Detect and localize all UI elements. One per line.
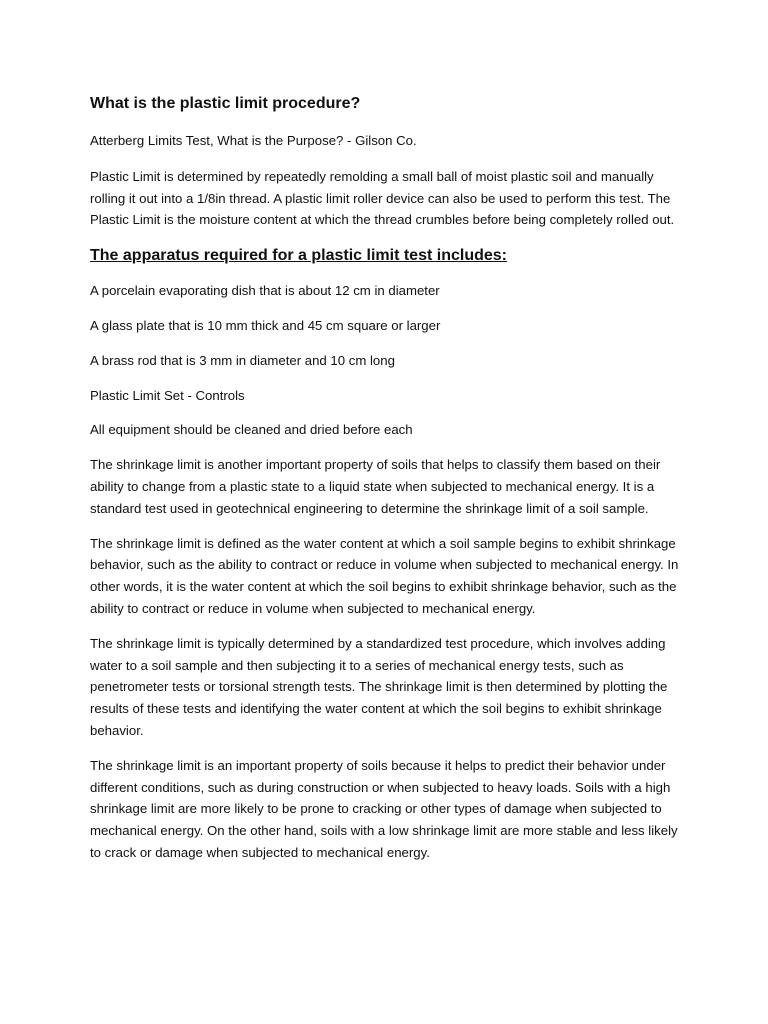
body-paragraph: The shrinkage limit is an important property of soils because it helps to predict their behavior under different conditions, such as during construction or when subjected to heavy loads. Soils with a high shrinkage limit are more likely to be prone to cracking or other types of damage when subjected to mechanical energy. On the other hand, soils with a low shrinkage limit are more stable and less likely to crack or damage when subjected to mechanical energy.	[90, 757, 678, 860]
apparatus-item: A brass rod that is 3 mm in diameter and 10 cm long	[90, 352, 395, 368]
apparatus-item: A porcelain evaporating dish that is about 12 cm in diameter	[90, 283, 440, 299]
page-title: What is the plastic limit procedure?	[90, 95, 361, 112]
intro-paragraph: Plastic Limit is determined by repeatedly remolding a small ball of moist plastic soil and manually rolling it out into a 1/8in thread. A plastic limit roller device can also be used to perform this test. The Plastic Limit is the moisture content at which the thread crumbles before being completely rolled out.	[90, 168, 675, 228]
source-citation: Atterberg Limits Test, What is the Purpose? - Gilson Co.	[90, 133, 417, 148]
body-paragraph: The shrinkage limit is typically determined by a standardized test procedure, which involves adding water to a soil sample and then subjecting it to a series of mechanical energy tests, such as penetrometer tests or torsional strength tests. The shrinkage limit is then determined by plotting the results of these tests and identifying the water content at which the soil begins to exhibit shrinkage behavior.	[90, 635, 668, 738]
apparatus-item: All equipment should be cleaned and dried before each	[90, 422, 413, 438]
body-paragraph: The shrinkage limit is defined as the water content at which a soil sample begins to exhibit shrinkage behavior, such as the ability to contract or reduce in volume when subjected to mechanical energy. In other words, it is the water content at which the soil begins to exhibit shrinkage behavior, such as the ability to contract or reduce in volume when subjected to mechanical energy.	[90, 535, 679, 616]
apparatus-item: Plastic Limit Set - Controls	[90, 387, 245, 403]
apparatus-item: A glass plate that is 10 mm thick and 45 cm square or larger	[90, 317, 441, 333]
body-paragraph: The shrinkage limit is another important property of soils that helps to classify them based on their ability to change from a plastic state to a liquid state when subjected to mechanical energy. It is a standard test used in geotechnical engineering to determine the shrinkage limit of a soil sample.	[90, 457, 661, 516]
apparatus-heading: The apparatus required for a plastic limit test includes:	[90, 247, 507, 265]
document-page	[90, 92, 680, 877]
